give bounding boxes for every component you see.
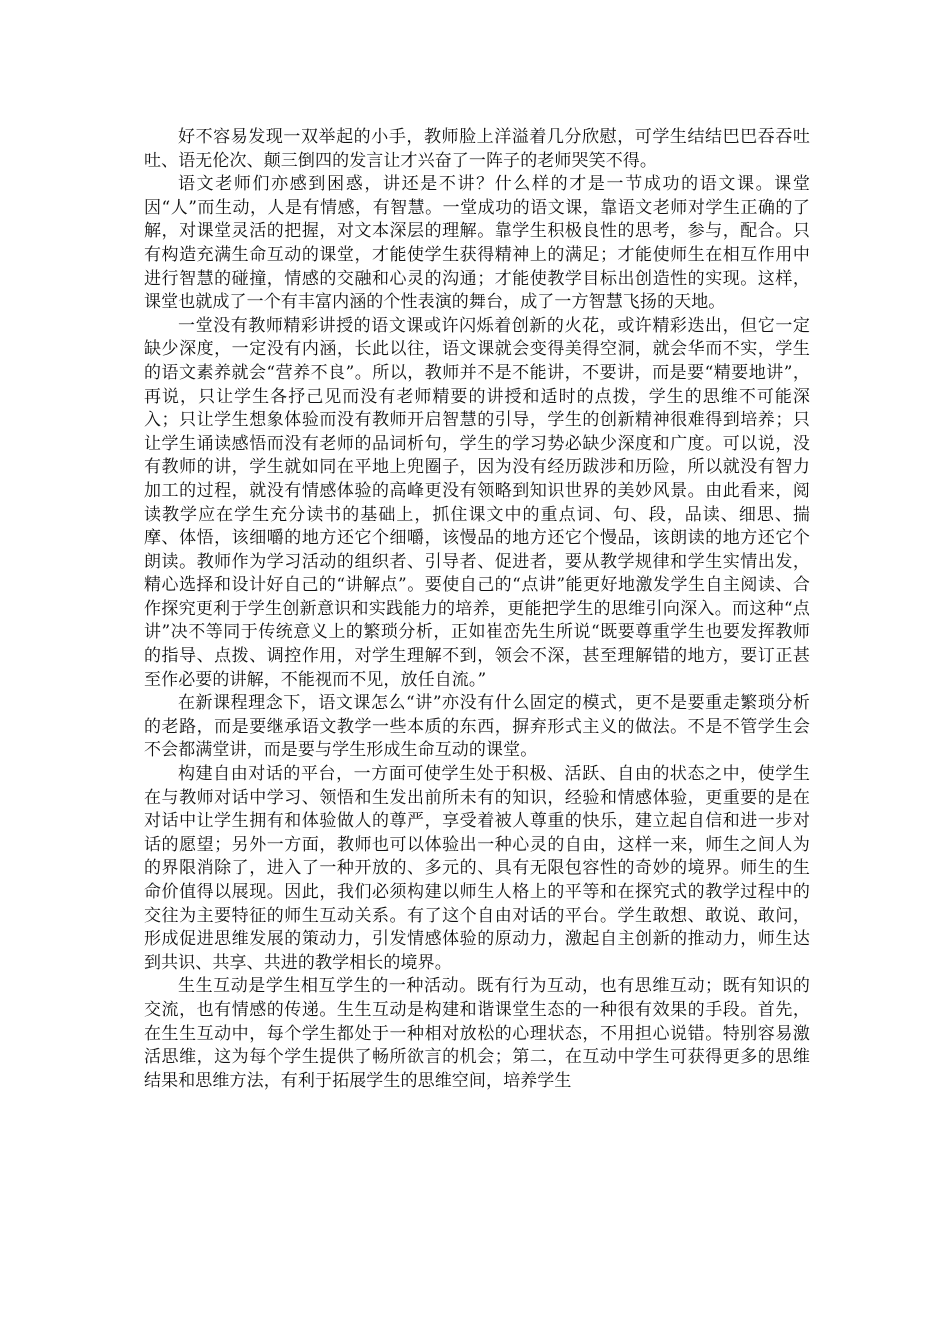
paragraph-4: 在新课程理念下，语文课怎么“讲”亦没有什么固定的模式，更不是要重走繁琐分析的老路，而是要继承语文教学一些本质的东西，摒弃形式主义的做法。不是不管学生会不会都满堂讲，而是要与学生形成生命互动的课堂。: [144, 693, 810, 761]
paragraph-3: 一堂没有教师精彩讲授的语文课或许闪烁着创新的火花，或许精彩迭出，但它一定缺少深度，一定没有内涵，长此以往，语文课就会变得美得空洞，就会华而不实，学生的语文素养就会“营养不良”。所以，教师并不是不能讲，不要讲，而是要“精要地讲”，再说，只让学生各抒己见而没有老师精要的讲授和适时的点拨，学生的思维不可能深入；只让学生想象体验而没有教师开启智慧的引导，学生的创新精神很难得到培养；只让学生诵读感悟而没有老师的品词析句，学生的学习势必缺少深度和广度。可以说，没有教师的讲，学生就如同在平地上兜圈子，因为没有经历跋涉和历险，所以就没有智力加工的过程，就没有情感体验的高峰更没有领略到知识世界的美妙风景。由此看来，阅读教学应在学生充分读书的基础上，抓住课文中的重点词、句、段，品读、细思、揣摩、体悟，该细嚼的地方还它个细嚼，该慢品的地方还它个慢品，该朗读的地方还它个朗读。教师作为学习活动的组织者、引导者、促进者，要从教学规律和学生实情出发，精心选择和设计好自己的“讲解点”。要使自己的“点讲”能更好地激发学生自主阅读、合作探究更利于学生创新意识和实践能力的培养，更能把学生的思维引向深入。而这种“点讲”决不等同于传统意义上的繁琐分析，正如崔峦先生所说“既要尊重学生也要发挥教师的指导、点拨、调控作用，对学生理解不到，领会不深，甚至理解错的地方，要订正甚至作必要的讲解，不能视而不见，放任自流。”: [144, 315, 810, 690]
paragraph-1: 好不容易发现一双举起的小手，教师脸上洋溢着几分欣慰，可学生结结巴巴吞吞吐吐、语无伦次、颠三倒四的发言让才兴奋了一阵子的老师哭笑不得。: [144, 127, 810, 171]
document-page: [144, 126, 810, 1093]
paragraph-2: 语文老师们亦感到困惑，讲还是不讲？什么样的才是一节成功的语文课。课堂因“人”而生动，人是有情感，有智慧。一堂成功的语文课，靠语文老师对学生正确的了解，对课堂灵活的把握，对文本深层的理解。靠学生积极良性的思考，参与，配合。只有构造充满生命互动的课堂，才能使学生获得精神上的满足；才能使师生在相互作用中进行智慧的碰撞，情感的交融和心灵的沟通；才能使教学目标出创造性的实现。这样，课堂也就成了一个有丰富内涵的个性表演的舞台，成了一方智慧飞扬的天地。: [144, 174, 810, 313]
paragraph-5: 构建自由对话的平台，一方面可使学生处于积极、活跃、自由的状态之中，使学生在与教师对话中学习、领悟和生发出前所未有的知识，经验和情感体验，更重要的是在对话中让学生拥有和体验做人的尊严，享受着被人尊重的快乐，建立起自信和进一步对话的愿望；另外一方面，教师也可以体验出一种心灵的自由，这样一来，师生之间人为的界限消除了，进入了一种开放的、多元的、具有无限包容性的奇妙的境界。师生的生命价值得以展现。因此，我们必须构建以师生人格上的平等和在探究式的教学过程中的交往为主要特征的师生互动关系。有了这个自由对话的平台。学生敢想、敢说、敢问，形成促进思维发展的策动力，引发情感体验的原动力，激起自主创新的推动力，师生达到共识、共享、共进的教学相长的境界。: [144, 764, 810, 973]
paragraph-6: 生生互动是学生相互学生的一种活动。既有行为互动，也有思维互动；既有知识的交流，也有情感的传递。生生互动是构建和谐课堂生态的一种很有效果的手段。首先，在生生互动中，每个学生都处于一种相对放松的心理状态，不用担心说错。特别容易激活思维，这为每个学生提供了畅所欲言的机会；第二，在互动中学生可获得更多的思维结果和思维方法，有利于拓展学生的思维空间，培养学生: [144, 976, 810, 1091]
